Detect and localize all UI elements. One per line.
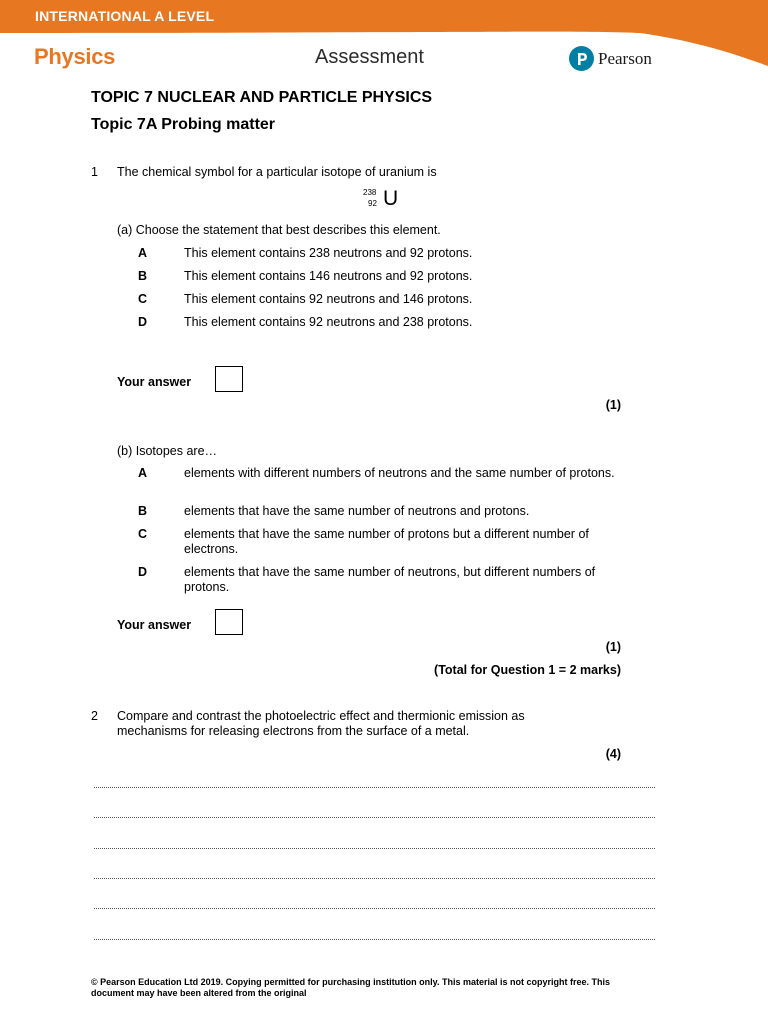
q1a-option-text: This element contains 92 neutrons and 146 protons. <box>184 292 473 306</box>
q1b-option-letter: D <box>138 565 148 579</box>
subject-title: Physics <box>34 44 116 69</box>
q1a-option-text: This element contains 238 neutrons and 92 protons. <box>184 246 473 260</box>
question-1-stem: The chemical symbol for a particular isotope of uranium is <box>117 165 437 179</box>
pearson-logo-text: Pearson <box>598 48 652 68</box>
question-2-marks: (4) <box>605 747 621 761</box>
q1a-answer-label: Your answer <box>117 375 192 389</box>
answer-line[interactable] <box>94 939 655 940</box>
q1b-marks: (1) <box>605 640 621 654</box>
q1a-marks: (1) <box>605 398 621 412</box>
question-1b-prompt: (b) Isotopes are… <box>117 444 218 458</box>
q1b-option-text: elements with different numbers of neutrons and the same number of protons. <box>184 466 615 480</box>
q1a-option-letter: D <box>138 315 148 329</box>
topic-heading: TOPIC 7 NUCLEAR AND PARTICLE PHYSICS <box>91 89 433 106</box>
pearson-logo <box>569 46 652 71</box>
question-1-number: 1 <box>91 165 98 179</box>
question-2-number: 2 <box>91 709 98 723</box>
q1b-option-letter: A <box>138 466 148 480</box>
subtopic-heading: Topic 7A Probing matter <box>91 116 276 133</box>
q1a-option-letter: A <box>138 246 148 260</box>
q1b-option-text: elements that have the same number of protons but a different number of electrons. <box>184 527 589 556</box>
isotope-element-symbol: U <box>383 187 399 210</box>
q1b-option-text: elements that have the same number of neutrons and protons. <box>184 504 530 518</box>
answer-line[interactable] <box>94 848 655 849</box>
pearson-p-icon <box>569 46 594 71</box>
uranium-isotope-notation <box>363 187 413 211</box>
q1a-option-text: This element contains 146 neutrons and 92 protons. <box>184 269 473 283</box>
q1b-option-text: elements that have the same number of neutrons, but different numbers of protons. <box>184 565 596 594</box>
q1a-option-text: This element contains 92 neutrons and 238 protons. <box>184 315 473 329</box>
answer-line[interactable] <box>94 787 655 788</box>
q1b-option-letter: B <box>138 504 148 518</box>
q1a-option-letter: B <box>138 269 148 283</box>
q1a-answer-box[interactable] <box>215 366 243 392</box>
document-type: Assessment <box>315 46 424 68</box>
question-1a-prompt: (a) Choose the statement that best describes this element. <box>117 223 441 237</box>
q1b-option-letter: C <box>138 527 148 541</box>
q1b-answer-label: Your answer <box>117 618 192 632</box>
copyright-footer: © Pearson Education Ltd 2019. Copying permitted for purchasing institution only. This material is not copyright free. This document may have been altered from the original <box>91 977 611 998</box>
answer-line[interactable] <box>94 817 655 818</box>
answer-line[interactable] <box>94 908 655 909</box>
q1b-answer-box[interactable] <box>215 609 243 635</box>
qualification-level-label: INTERNATIONAL A LEVEL <box>35 8 215 24</box>
question-2-stem: Compare and contrast the photoelectric effect and thermionic emission as mechanisms for releasing electrons from the surface of a metal. <box>117 709 525 738</box>
question-1-total-marks: (Total for Question 1 = 2 marks) <box>434 663 621 677</box>
q1a-option-letter: C <box>138 292 148 306</box>
isotope-atomic-number: 92 <box>368 199 377 208</box>
answer-line[interactable] <box>94 878 655 879</box>
isotope-mass-number: 238 <box>363 188 377 197</box>
